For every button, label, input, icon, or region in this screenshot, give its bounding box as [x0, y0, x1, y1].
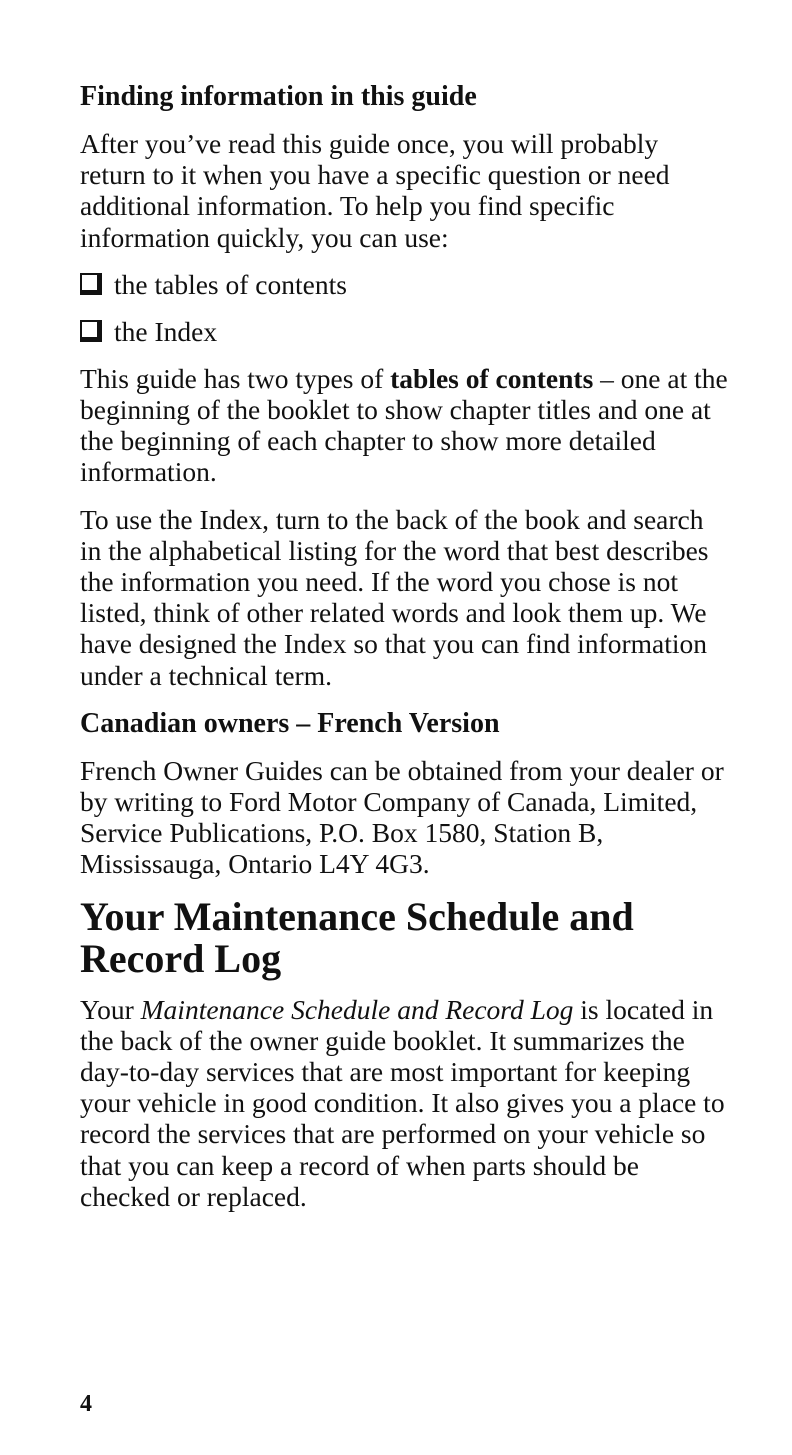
bullet-text: the tables of contents: [114, 268, 347, 300]
tables-of-contents-paragraph: [80, 363, 730, 488]
checkbox-bullet-icon: [80, 320, 102, 342]
canadian-owners-heading: Canadian owners – French Version: [80, 707, 500, 739]
bullet-text: the Index: [114, 315, 218, 347]
maintenance-text-after: is located in the back of the owner guide booklet. It summarizes the day-to-day services that are most important for keeping your vehicle in good condition. It also gives you a place to record the services that are performed on your vehicle so that you can keep a record of when parts should be checked or replaced.: [80, 993, 725, 1212]
maintenance-italic-title: Maintenance Schedule and Record Log: [140, 993, 574, 1025]
bullet-item-tables-of-contents: [80, 269, 730, 300]
intro-paragraph: After you’ve read this guide once, you will probably return to it when you have a specific question or need additional information. To help you find specific information quickly, you can use:: [80, 128, 670, 253]
toc-bold-term: tables of contents: [390, 362, 594, 394]
checkbox-bullet-icon: [80, 273, 102, 295]
maintenance-paragraph: [80, 994, 730, 1212]
page-content: [80, 80, 730, 1228]
index-paragraph: To use the Index, turn to the back of the book and search in the alphabetical listing for the word that best describes the information you need. If the word you chose is not listed, think of other related words and look them up. We have designed the Index so that you can find information under a technical term.: [80, 503, 709, 691]
maintenance-text-before: Your: [80, 993, 141, 1025]
bullet-item-index: [80, 316, 730, 347]
toc-text-before: This guide has two types of: [80, 362, 391, 394]
maintenance-schedule-heading: Your Maintenance Schedule and Record Log: [80, 893, 634, 981]
page-number: 4: [80, 1391, 92, 1417]
finding-information-heading: Finding information in this guide: [80, 81, 477, 112]
french-version-paragraph: French Owner Guides can be obtained from your dealer or by writing to Ford Motor Company of Canada, Limited, Service Publications, P.O. Box 1580, Station B, Mississauga, Ontario L4Y 4G3.: [80, 754, 724, 880]
toc-text-after: – one at the beginning of the booklet to show chapter titles and one at the beginning of each chapter to show more detailed information.: [80, 362, 728, 488]
